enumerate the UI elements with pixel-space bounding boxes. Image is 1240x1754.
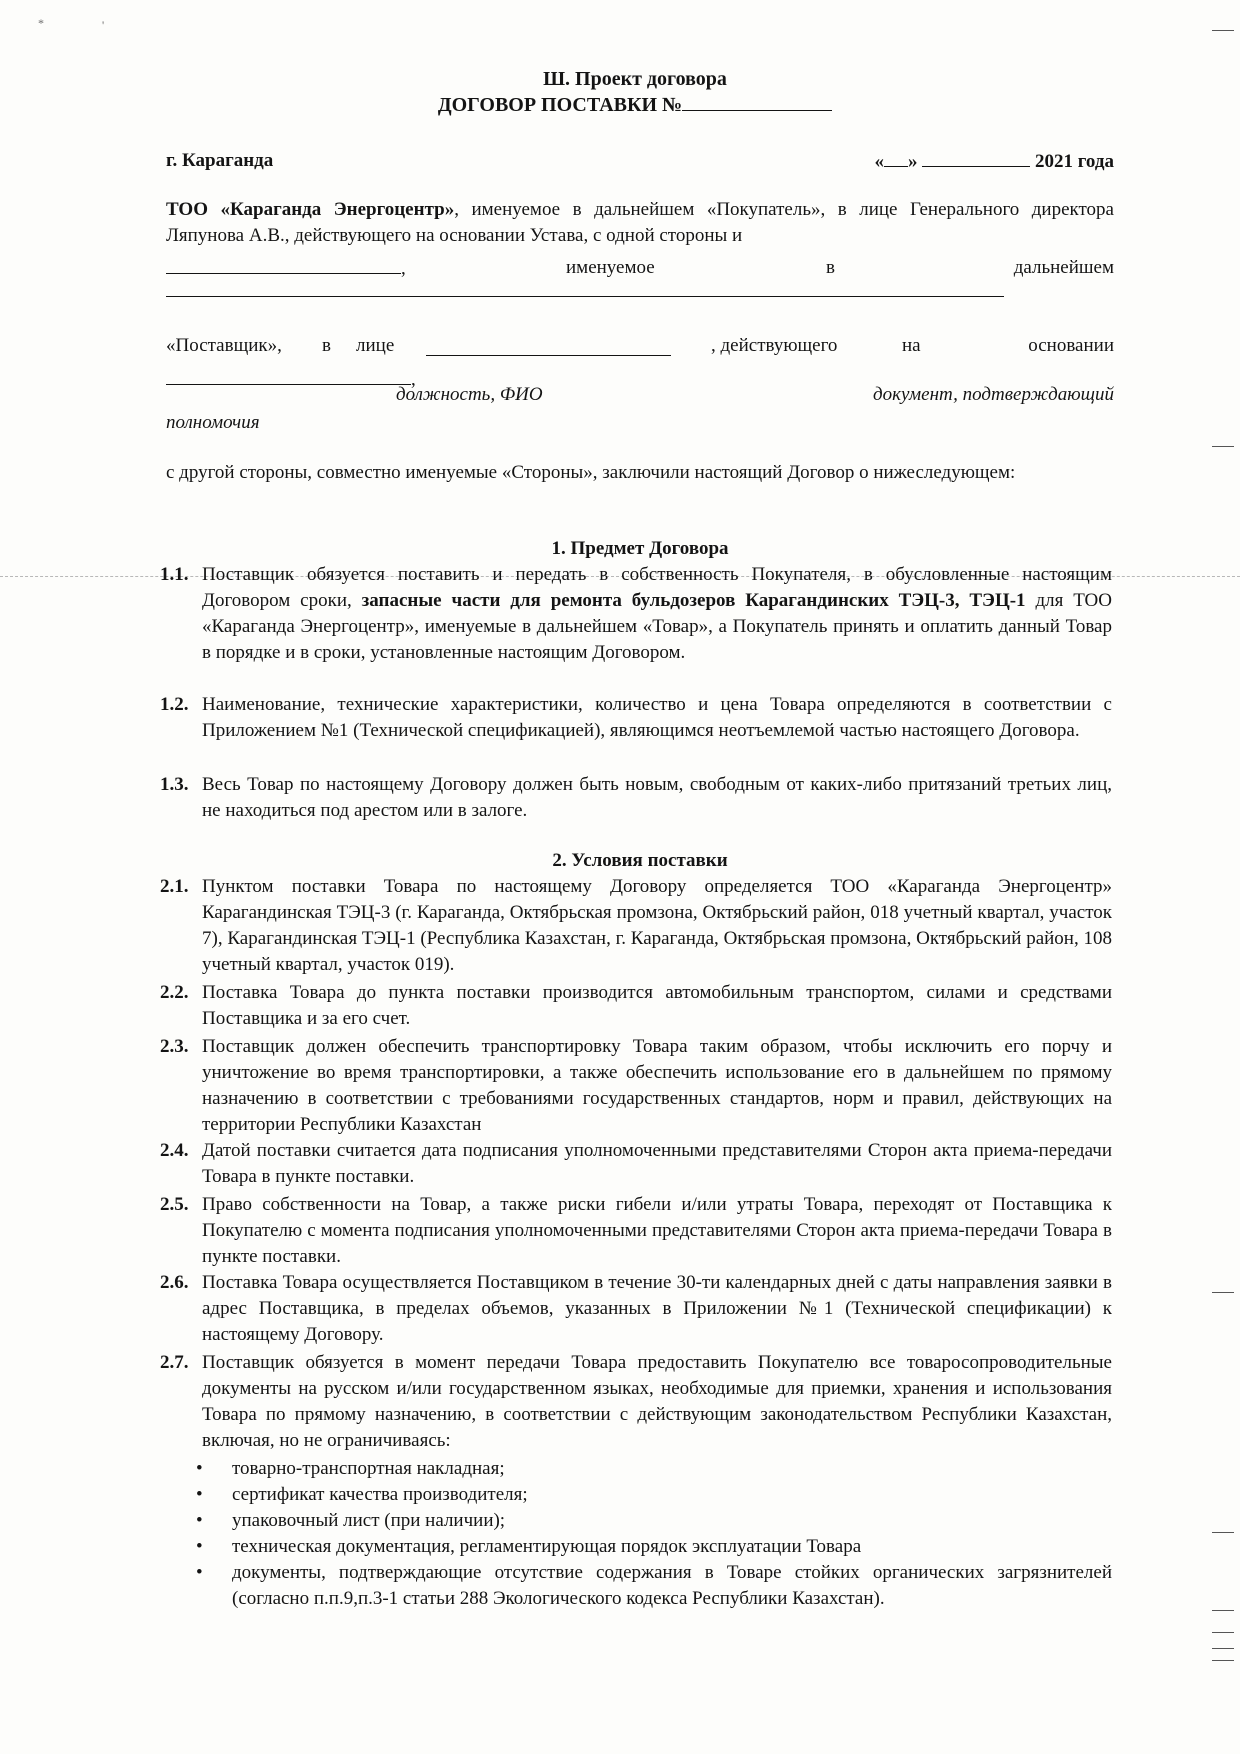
further-word: дальнейшем bbox=[1013, 257, 1114, 278]
clause-text: Поставщик должен обеспечить транспортировку Товара таким образом, чтобы исключить его порчу и уничтожение во время транспортировки, а также обеспечить использование его в дальнейшем по прямому назначению в соответствии с требованиями государственных стандартов, норм и правил, действующих на территории Республики Казахстан bbox=[202, 1036, 1112, 1135]
list-item-text: упаковочный лист (при наличии); bbox=[232, 1510, 506, 1531]
clause-2-6 bbox=[160, 1270, 1112, 1348]
clause-1-3 bbox=[160, 772, 1112, 824]
basis-word: основании bbox=[1028, 335, 1114, 356]
supplier-label: «Поставщик», bbox=[166, 335, 282, 356]
list-item-text: документы, подтверждающие отсутствие содержания в Товаре стойких органических загрязнителей (согласно п.п.9,п.3-1 статьи 288 Экологического кодекса Республики Казахстан). bbox=[232, 1562, 1112, 1609]
clause-text: Поставка Товара осуществляется Поставщиком в течение 30-ти календарных дней с даты направления заявки в адрес Поставщика, в пределах объемов, указанных в Приложении №1 (Технической спецификации) к настоящему Договору. bbox=[202, 1272, 1112, 1345]
scan-speck: ' bbox=[102, 18, 105, 32]
bullet-icon: • bbox=[196, 1536, 203, 1557]
preamble-line1: , именуемое в дальнейшем «Покупатель», в лице Генерального директора Ляпунова А.В., действующего на основании Устава, с одной стороны и bbox=[166, 199, 1114, 246]
clause-text-continued: для ТОО «Караганда Энергоцентр», именуемые в дальнейшем «Товар», а Покупатель принять и оплатить данный Товар в порядке и в сроки, установленные настоящим Договором. bbox=[202, 590, 1113, 663]
clause-2-2 bbox=[160, 980, 1112, 1032]
clause-2-5 bbox=[160, 1192, 1112, 1270]
clause-bold-text: запасные части для ремонта бульдозеров Карагандинских ТЭЦ-3, ТЭЦ-1 bbox=[361, 590, 1026, 611]
list-item-text: сертификат качества производителя; bbox=[232, 1484, 528, 1505]
clause-text: Право собственности на Товар, а также риски гибели и/или утраты Товара, переходят от Поставщика к Покупателю с момента подписания уполномоченными представителями Сторон акта приема-передачи Товара в пункте поставки. bbox=[202, 1194, 1112, 1267]
clause-number: 1.3. bbox=[160, 774, 189, 795]
in-person-word: в bbox=[322, 335, 331, 356]
clause-2-1 bbox=[160, 874, 1112, 978]
clause-number: 2.6. bbox=[160, 1272, 189, 1293]
clause-text: Поставщик обязуется поставить и передать в собственность Покупателя, в обусловленные настоящим Договором сроки, bbox=[202, 564, 1112, 611]
contract-number-blank bbox=[682, 92, 832, 111]
clause-text: Пунктом поставки Товара по настоящему Договору определяется ТОО «Караганда Энергоцентр» Карагандинская ТЭЦ-3 (г. Караганда, Октябрьская промзона, Октябрьский район, 018 учетный квартал, участок 7), Карагандинская ТЭЦ-1 (Республика Казахстан, г. Караганда, Октябрьская промзона, Октябрьский район, 108 учетный квартал, участок 019). bbox=[202, 876, 1112, 975]
city: г. Караганда bbox=[166, 150, 274, 171]
clause-number: 2.5. bbox=[160, 1194, 189, 1215]
preamble-paragraph bbox=[166, 197, 1114, 249]
date-quote-open: « bbox=[874, 151, 885, 172]
clause-text: Датой поставки считается дата подписания уполномоченными представителями Сторон акта приема-передачи Товара в пункте поставки. bbox=[202, 1140, 1112, 1187]
clause-number: 1.1. bbox=[160, 564, 189, 585]
supplier-representative-row bbox=[166, 333, 1114, 359]
document-label: документ, подтверждающий bbox=[873, 384, 1114, 405]
list-item bbox=[192, 1534, 1112, 1560]
clause-text: Наименование, технические характеристики, количество и цена Товара определяются в соответствии с Приложением №1 (Технической спецификацией), являющимся неотъемлемой частью настоящего Договора. bbox=[202, 694, 1112, 741]
clause-number: 2.2. bbox=[160, 982, 189, 1003]
list-item bbox=[192, 1456, 1112, 1482]
clause-number: 2.3. bbox=[160, 1036, 189, 1057]
clause-1-2 bbox=[160, 692, 1112, 744]
bullet-icon: • bbox=[196, 1458, 203, 1479]
section-2-title: 2. Условия поставки bbox=[552, 850, 728, 871]
month-blank bbox=[922, 148, 1030, 167]
list-item-text: техническая документация, регламентирующая порядок эксплуатации Товара bbox=[232, 1536, 862, 1557]
named-word: именуемое bbox=[566, 257, 655, 278]
date bbox=[875, 148, 1114, 175]
person-word: лице bbox=[356, 335, 395, 356]
acting-word: , действующего bbox=[711, 335, 838, 356]
scan-edge-mark bbox=[1212, 1532, 1234, 1533]
comma: , bbox=[401, 258, 406, 279]
other-side-paragraph: с другой стороны, совместно именуемые «Стороны», заключили настоящий Договор о нижеследующем: bbox=[166, 462, 1016, 483]
list-item bbox=[192, 1508, 1112, 1534]
city-date-row bbox=[166, 148, 1114, 174]
day-blank bbox=[884, 148, 908, 167]
clause-text: Весь Товар по настоящему Договору должен быть новым, свободным от каких-либо притязаний третьих лиц, не находиться под арестом или в залоге. bbox=[202, 774, 1112, 821]
scan-edge-mark bbox=[1212, 446, 1234, 447]
supplier-blank-line bbox=[166, 296, 1004, 297]
representative-blank bbox=[426, 337, 671, 356]
scan-edge-mark bbox=[1212, 1610, 1234, 1611]
clause-text: Поставщик обязуется в момент передачи Товара предоставить Покупателю все товаросопроводительные документы на русском и/или государственном языках, необходимые для приемки, хранения и использования Товара по прямому назначению, в соответствии с действующим законодательством Республики Казахстан, включая, но не ограничиваясь: bbox=[202, 1352, 1112, 1451]
date-quote-close: » bbox=[908, 151, 918, 172]
document-blank bbox=[166, 376, 411, 385]
scan-edge-mark bbox=[1212, 1660, 1234, 1661]
clause-2-3 bbox=[160, 1034, 1112, 1138]
bullet-icon: • bbox=[196, 1484, 203, 1505]
in-word: в bbox=[826, 257, 835, 278]
scan-speck: * bbox=[38, 16, 44, 30]
section-title: Ш. Проект договора bbox=[543, 68, 727, 90]
position-label: должность, ФИО bbox=[396, 384, 543, 405]
section-1-title: 1. Предмет Договора bbox=[551, 538, 729, 559]
document-heading bbox=[160, 66, 1110, 118]
contract-title-text: ДОГОВОР ПОСТАВКИ № bbox=[437, 94, 683, 116]
list-item bbox=[192, 1560, 1112, 1612]
supplier-blank-row bbox=[166, 255, 1114, 282]
bullet-icon: • bbox=[196, 1510, 203, 1531]
clause-number: 2.1. bbox=[160, 876, 189, 897]
clause-2-4 bbox=[160, 1138, 1112, 1190]
comma: , bbox=[411, 369, 416, 390]
authority-label: полномочия bbox=[166, 412, 260, 433]
documents-list bbox=[192, 1456, 1112, 1612]
clause-number: 2.4. bbox=[160, 1140, 189, 1161]
contract-title bbox=[160, 92, 1110, 118]
clause-number: 1.2. bbox=[160, 694, 189, 715]
buyer-company: ТОО «Караганда Энергоцентр» bbox=[166, 199, 455, 220]
scan-edge-mark bbox=[1212, 1292, 1234, 1293]
scan-edge-mark bbox=[1212, 1648, 1234, 1649]
supplier-name-blank bbox=[166, 255, 401, 274]
bullet-icon: • bbox=[196, 1562, 203, 1583]
scan-edge-mark bbox=[1212, 1632, 1234, 1633]
clause-number: 2.7. bbox=[160, 1352, 189, 1373]
clause-text: Поставка Товара до пункта поставки производится автомобильным транспортом, силами и средствами Поставщика и за его счет. bbox=[202, 982, 1112, 1029]
scan-edge-mark bbox=[1212, 30, 1234, 31]
clause-2-7 bbox=[160, 1350, 1112, 1454]
list-item-text: товарно-транспортная накладная; bbox=[232, 1458, 505, 1479]
list-item bbox=[192, 1482, 1112, 1508]
on-word: на bbox=[902, 335, 921, 356]
clause-1-1 bbox=[160, 562, 1112, 666]
date-year: 2021 года bbox=[1035, 151, 1114, 172]
